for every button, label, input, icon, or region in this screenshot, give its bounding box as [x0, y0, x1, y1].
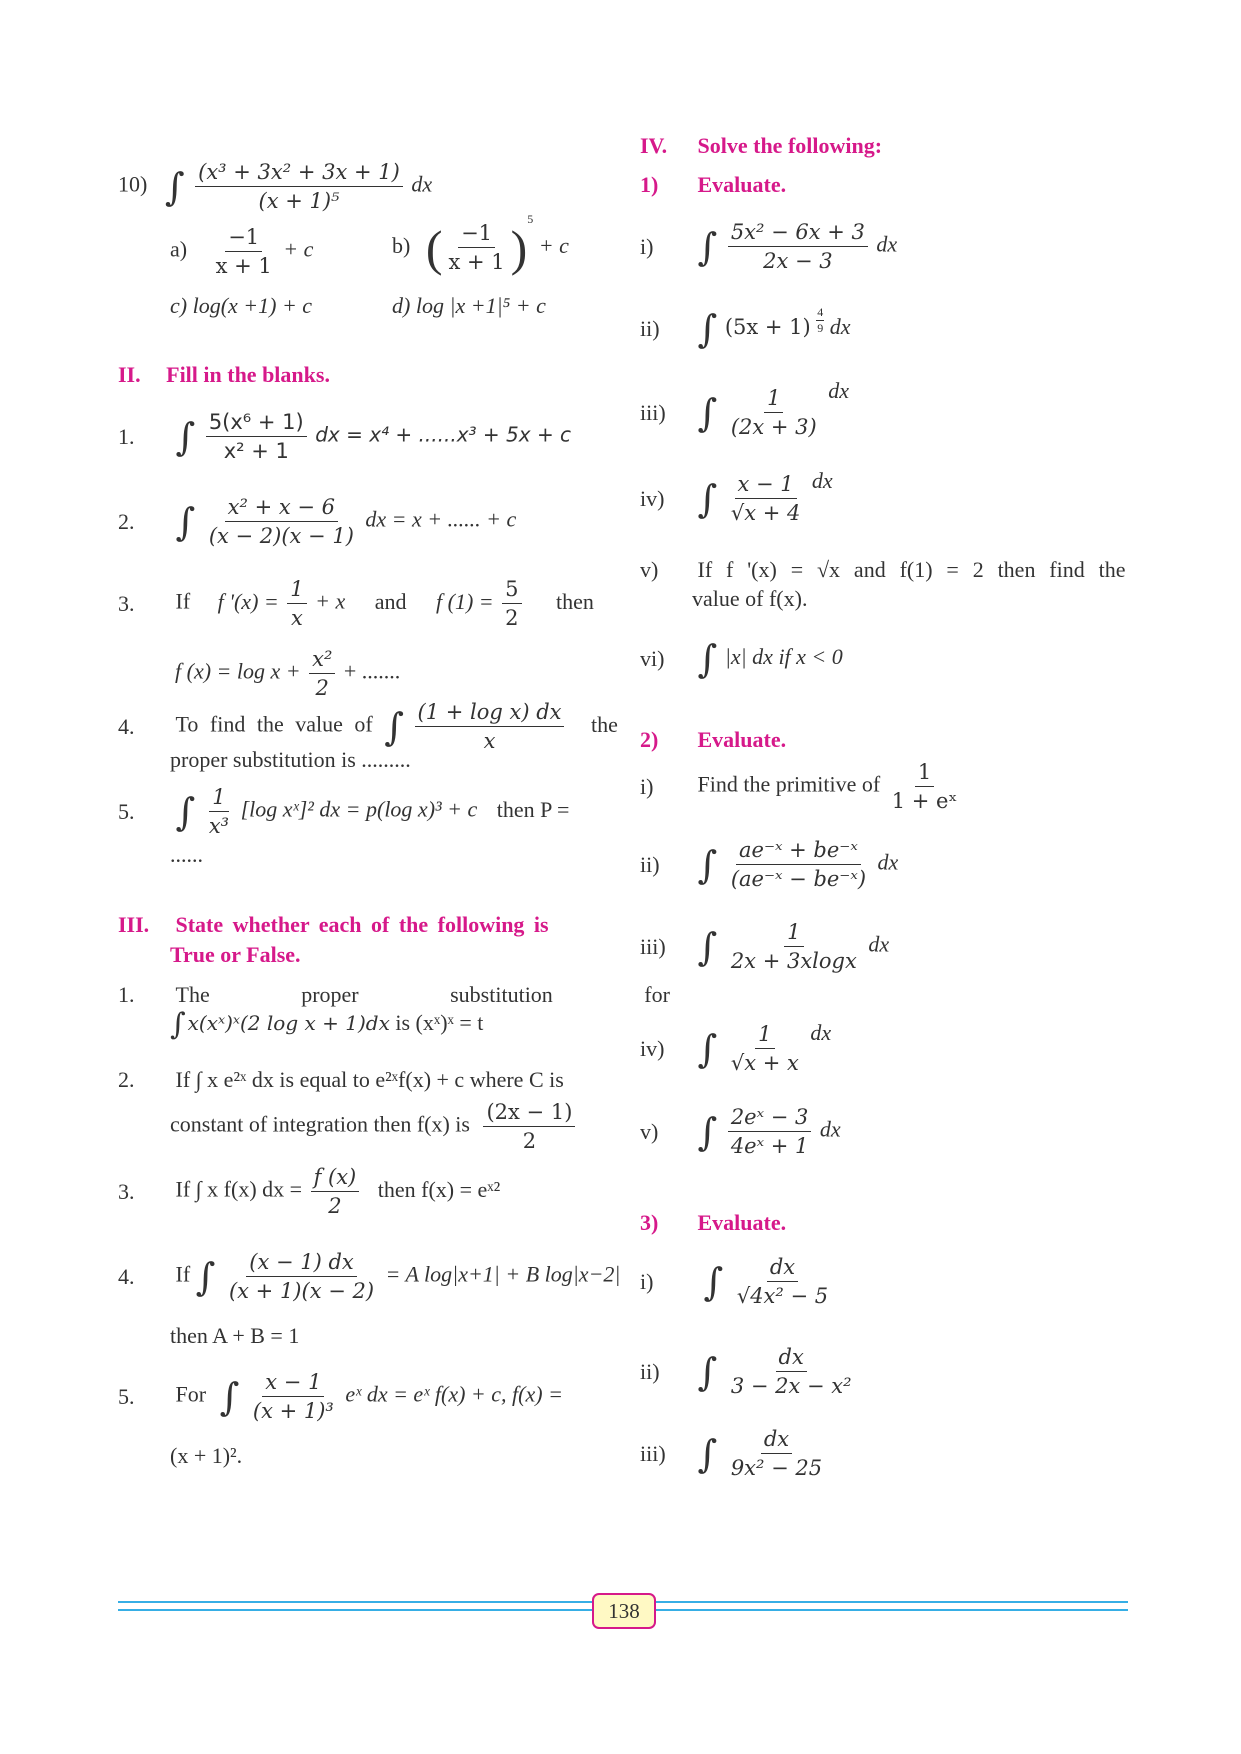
- text: then f(x) = eˣ²: [377, 1176, 501, 1202]
- fill-blank-3: [118, 577, 594, 630]
- integral-sign: ∫: [219, 1374, 240, 1419]
- expression: (5x + 1): [724, 315, 811, 339]
- numerator: (x³ + 3x² + 3x + 1): [195, 160, 403, 187]
- integral-sign: ∫: [697, 476, 718, 521]
- integral-sign: ∫: [697, 1109, 718, 1154]
- option-label: b): [392, 233, 411, 258]
- denominator: 3 − 2x − x²: [730, 1374, 852, 1398]
- fraction: [311, 1165, 360, 1218]
- fraction: [415, 700, 565, 753]
- group-heading: [640, 1210, 786, 1236]
- section-number: III.: [118, 912, 150, 937]
- denominator: (x + 1)(x − 2): [228, 1279, 375, 1303]
- differential: dx: [876, 231, 898, 257]
- word-then: then: [556, 588, 594, 614]
- denominator: √x + x: [730, 1051, 799, 1076]
- group-title: Evaluate.: [697, 727, 787, 752]
- denominator: (x + 1)⁵: [258, 189, 340, 213]
- denominator: √4x² − 5: [736, 1284, 829, 1308]
- item-number: 1.: [118, 423, 135, 449]
- denominator: (x − 2)(x − 1): [208, 524, 354, 548]
- item-number: i): [640, 233, 654, 259]
- fraction: [206, 785, 232, 838]
- denominator: x: [291, 606, 303, 630]
- option-c: [170, 293, 312, 319]
- text: For: [175, 1381, 207, 1407]
- group-heading: [640, 727, 786, 753]
- numerator: dx: [776, 1345, 807, 1372]
- section-heading: [118, 362, 330, 388]
- fraction: [889, 760, 961, 813]
- group-title: Evaluate.: [697, 1210, 787, 1235]
- expression: + x: [315, 588, 346, 614]
- integral-sign: ∫: [697, 306, 718, 351]
- expression: dx = x + ...... + c: [365, 506, 517, 532]
- text: If ∫ x e²ˣ dx is equal to e²ˣf(x) + c where C is: [175, 1067, 564, 1092]
- evaluate-2-ii: [640, 838, 898, 891]
- option-tail: + c: [283, 236, 314, 262]
- evaluate-1-ii: [640, 305, 851, 351]
- integral-sign: ∫: [175, 499, 196, 544]
- item-number: i): [640, 1268, 654, 1294]
- item-number: 1.: [118, 982, 135, 1007]
- evaluate-2-v: [640, 1105, 841, 1158]
- expression: x(xˣ)ˣ(2 log x + 1)dx: [187, 1011, 390, 1036]
- numerator: dx: [761, 1427, 792, 1454]
- item-number: ii): [640, 1358, 660, 1384]
- item-number: ii): [640, 851, 660, 877]
- integral-sign: ∫: [697, 924, 718, 969]
- numerator: x² + x − 6: [225, 495, 338, 522]
- fraction: [728, 1427, 825, 1480]
- option-text: d) log |x +1|⁵ + c: [392, 293, 546, 318]
- evaluate-1-i: [640, 220, 897, 273]
- page-number: 138: [592, 1593, 656, 1629]
- integral-sign: ∫: [703, 1259, 724, 1304]
- fraction: [309, 647, 335, 700]
- numerator: 1: [915, 760, 934, 787]
- denominator: 4eˣ + 1: [730, 1134, 809, 1158]
- fraction: [206, 410, 307, 463]
- denominator: (x + 1)³: [252, 1399, 334, 1423]
- expression: + .......: [343, 658, 401, 684]
- text: then P =: [496, 796, 570, 822]
- expression: = A log|x+1| + B log|x−2|: [385, 1261, 621, 1287]
- item-number: i): [640, 773, 654, 799]
- item-number: 4.: [118, 713, 135, 739]
- power-fraction: [816, 305, 824, 336]
- numerator: 5: [502, 577, 521, 604]
- evaluate-2-i: [640, 760, 963, 813]
- text: proper substitution is .........: [170, 747, 411, 772]
- fraction: [728, 920, 860, 973]
- fill-blank-2: [118, 495, 516, 548]
- true-false-5-line2: [170, 1443, 242, 1469]
- section-number: II.: [118, 362, 141, 387]
- section-title: Solve the following:: [697, 133, 883, 158]
- denominator: 9x² − 25: [730, 1456, 823, 1480]
- numerator: x − 1: [262, 1370, 324, 1397]
- numerator: 4: [817, 305, 824, 319]
- fraction: [734, 1255, 831, 1308]
- expression: dx = x⁴ + ......x³ + 5x + c: [315, 422, 572, 447]
- true-false-5: [118, 1370, 563, 1423]
- text: The proper substitution for: [175, 982, 670, 1007]
- fraction: [728, 1345, 855, 1398]
- numerator: x²: [309, 647, 335, 674]
- option-d: [392, 293, 546, 319]
- expression: eˣ dx = eˣ f(x) + c, f(x) =: [345, 1381, 563, 1407]
- denominator: (ae⁻ˣ − be⁻ˣ): [730, 867, 867, 891]
- integral-sign: ∫: [170, 1007, 186, 1042]
- numerator: −1: [225, 225, 262, 252]
- item-number: 3.: [118, 590, 135, 616]
- text: is (xˣ)ˣ = t: [395, 1010, 484, 1036]
- item-number: iii): [640, 399, 666, 425]
- group-number: 2): [640, 727, 659, 752]
- integral-sign: ∫: [697, 637, 718, 681]
- evaluate-1-iii: [640, 378, 849, 439]
- denominator: 2: [328, 1194, 342, 1218]
- numerator: 1: [764, 386, 783, 413]
- integral-sign: ∫: [697, 1349, 718, 1394]
- denominator: x + 1: [215, 254, 272, 278]
- section-number: IV.: [640, 133, 668, 158]
- text: then A + B = 1: [170, 1323, 300, 1348]
- integral-sign: ∫: [697, 1431, 718, 1476]
- text: If f '(x) = √x and f(1) = 2 then find the: [697, 557, 1126, 582]
- fraction: [483, 1100, 575, 1153]
- true-false-3: [118, 1165, 500, 1218]
- section-heading: [118, 912, 549, 938]
- evaluate-3-iii: [640, 1427, 828, 1480]
- option-a: [170, 225, 313, 278]
- denominator: x: [483, 729, 496, 753]
- denominator: 2: [315, 676, 329, 700]
- true-false-2-line2: [170, 1100, 578, 1153]
- differential: dx: [819, 1116, 841, 1142]
- word-if: If: [175, 588, 191, 614]
- section-title: True or False.: [170, 942, 301, 967]
- section-title: State whether each of the following is: [175, 912, 549, 937]
- item-number: iv): [640, 1035, 665, 1061]
- numerator: 1: [784, 920, 803, 947]
- item-number: 5.: [118, 1383, 135, 1409]
- numerator: 1: [287, 577, 306, 604]
- option-text: c) log(x +1) + c: [170, 293, 313, 318]
- true-false-4: [118, 1250, 620, 1303]
- denominator: 1 + eˣ: [891, 789, 958, 813]
- numerator: 1: [209, 785, 228, 812]
- fraction: [728, 1105, 812, 1158]
- differential: dx: [877, 849, 899, 875]
- item-number: 2.: [118, 1067, 135, 1092]
- group-heading: [640, 172, 786, 198]
- denominator: x² + 1: [223, 439, 289, 463]
- denominator: 2: [505, 606, 519, 630]
- expression: [log xˣ]² dx = p(log x)³ + c: [240, 796, 478, 822]
- fill-blank-3-line2: [175, 647, 400, 700]
- denominator: 2: [522, 1129, 537, 1153]
- integral-sign: ∫: [195, 1254, 216, 1299]
- text: constant of integration then f(x) is: [170, 1111, 470, 1137]
- text: ......: [170, 842, 203, 867]
- denominator: x + 1: [448, 250, 505, 275]
- text: (x + 1)².: [170, 1443, 243, 1468]
- differential: dx: [868, 931, 890, 957]
- fill-blank-1: [118, 410, 571, 463]
- evaluate-2-iv: [640, 1020, 831, 1075]
- fraction: [728, 386, 820, 439]
- item-number: 2.: [118, 508, 135, 534]
- group-number: 1): [640, 172, 659, 197]
- expression: f (1) =: [436, 588, 494, 614]
- numerator: 1: [755, 1022, 774, 1049]
- integral-sign: ∫: [175, 414, 196, 459]
- fraction: [226, 1250, 377, 1303]
- item-number: 5.: [118, 798, 135, 824]
- text: Find the primitive of: [697, 771, 881, 797]
- fill-blank-4: [118, 700, 618, 753]
- numerator: f (x): [311, 1165, 360, 1192]
- expression: f (x) = log x +: [175, 658, 301, 684]
- evaluate-3-i: [640, 1255, 834, 1308]
- option-b: b) ( $\frac{-1}{x + 1}$ )$^5$ + c: [392, 212, 569, 276]
- item-number: vi): [640, 646, 665, 671]
- item-number: iii): [640, 933, 666, 959]
- denominator: 2x − 3: [763, 249, 833, 273]
- numerator: 5x² − 6x + 3: [728, 220, 868, 247]
- section-heading-line2: [170, 942, 301, 968]
- text: To find the value of: [175, 711, 373, 737]
- item-number: v): [640, 1118, 659, 1144]
- fraction: [287, 577, 306, 630]
- integral-sign: ∫: [697, 390, 718, 435]
- fraction: [206, 495, 357, 548]
- text: If: [175, 1261, 191, 1287]
- fraction: [728, 472, 804, 525]
- integral-sign: ∫: [697, 224, 718, 269]
- integral-sign: ∫: [175, 789, 196, 834]
- item-number: v): [640, 557, 659, 582]
- fill-blank-4-line2: [170, 747, 411, 773]
- evaluate-1-v: [640, 557, 1126, 583]
- numerator: (2x − 1): [483, 1100, 575, 1127]
- evaluate-3-ii: [640, 1345, 858, 1398]
- expression: |x| dx if x < 0: [724, 644, 843, 670]
- integral-sign: ∫: [164, 164, 185, 209]
- fraction: [728, 1022, 802, 1075]
- item-number: ii): [640, 315, 660, 341]
- fraction: [728, 838, 869, 891]
- group-number: 3): [640, 1210, 659, 1235]
- numerator: 5(x⁶ + 1): [206, 410, 307, 437]
- word-and: and: [374, 588, 407, 614]
- integral-sign: ∫: [697, 842, 718, 887]
- item-number: 3.: [118, 1178, 135, 1204]
- evaluate-1-v-line2: [692, 586, 807, 612]
- denominator: (2x + 3): [730, 415, 817, 440]
- option-label: a): [170, 236, 188, 262]
- fill-blank-5-line2: [170, 842, 203, 868]
- true-false-2: [118, 1067, 564, 1093]
- numerator: (x − 1) dx: [246, 1250, 357, 1277]
- evaluate-1-vi: [640, 637, 843, 681]
- item-number: iv): [640, 485, 665, 511]
- integral-sign: ∫: [697, 1026, 718, 1071]
- true-false-1-line2: [170, 1007, 484, 1042]
- differential: dx: [810, 1020, 832, 1045]
- fill-blank-5: [118, 785, 569, 838]
- true-false-4-line2: [170, 1323, 299, 1349]
- evaluate-1-iv: [640, 468, 833, 525]
- numerator: 2eˣ − 3: [728, 1105, 812, 1132]
- text: value of f(x).: [692, 586, 808, 611]
- fraction: [195, 160, 403, 213]
- numerator: −1: [458, 221, 495, 248]
- expression: f '(x) =: [217, 588, 279, 614]
- denominator: √x + 4: [730, 501, 801, 526]
- denominator: x³: [208, 814, 230, 838]
- question-10: [118, 160, 432, 213]
- fraction: [502, 577, 521, 630]
- denominator: 9: [817, 321, 824, 335]
- differential: dx: [828, 378, 849, 403]
- section-heading: [640, 133, 882, 159]
- text: If ∫ x f(x) dx =: [175, 1176, 303, 1202]
- differential: dx: [411, 171, 433, 197]
- section-title: Fill in the blanks.: [166, 362, 330, 387]
- numerator: ae⁻ˣ + be⁻ˣ: [736, 838, 861, 865]
- item-number: iii): [640, 1440, 666, 1466]
- evaluate-2-iii: [640, 920, 889, 973]
- differential: dx: [811, 468, 833, 493]
- item-number: 4.: [118, 1263, 135, 1289]
- numerator: (1 + log x) dx: [415, 700, 565, 727]
- numerator: dx: [767, 1255, 798, 1282]
- group-title: Evaluate.: [697, 172, 787, 197]
- integral-sign: ∫: [384, 704, 404, 749]
- fraction: [213, 225, 275, 278]
- text: the: [590, 711, 618, 737]
- fraction: [250, 1370, 337, 1423]
- option-tail: + c: [538, 233, 569, 258]
- fraction: [445, 221, 507, 274]
- true-false-1: [118, 982, 670, 1008]
- question-number: 10): [118, 171, 148, 197]
- denominator: 2x + 3xlogx: [730, 949, 857, 973]
- differential: dx: [829, 314, 851, 339]
- numerator: x − 1: [735, 472, 797, 499]
- fraction: [728, 220, 868, 273]
